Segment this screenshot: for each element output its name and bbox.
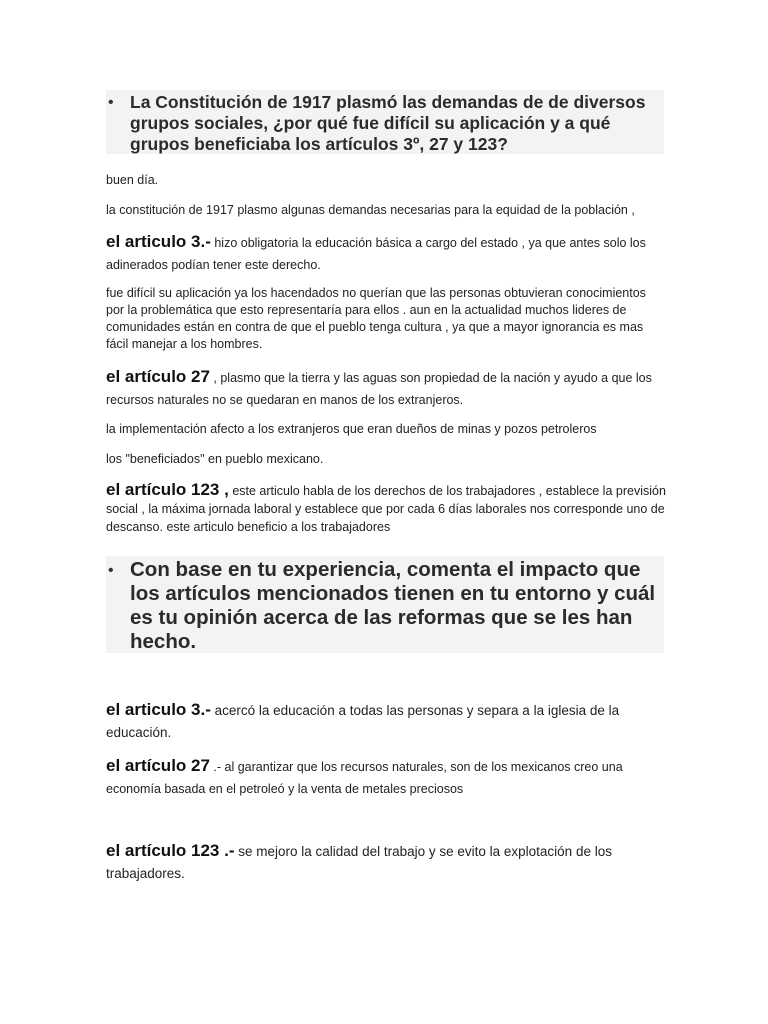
article-123-text: este articulo habla de los derechos de los trabajadores , establece la previsión social , la máxima jornada laboral y establece que por cada 6 días laborales nos corresponde uno de descanso. este articulo beneficio a los trabajadores (106, 484, 666, 534)
article-3-paragraph (106, 231, 666, 276)
greeting: buen día. (106, 173, 159, 187)
reflection-article-3-heading: el articulo 3.- (106, 700, 211, 719)
question-2-text: Con base en tu experiencia, comenta el impacto que los artículos mencionados tienen en tu entorno y cuál es tu opinión acerca de las reformas que se les han hecho. (130, 558, 656, 653)
implementation-paragraph: la implementación afecto a los extranjeros que eran dueños de minas y pozos petroleros (106, 422, 597, 436)
article-27-paragraph (106, 366, 666, 411)
reflection-article-27-heading: el artículo 27 (106, 756, 210, 775)
article-27-heading: el artículo 27 (106, 367, 210, 386)
bullet-icon: • (108, 562, 114, 579)
reflection-article-123-text: se mejoro la calidad del trabajo y se evito la explotación de los trabajadores. (106, 844, 612, 881)
intro-paragraph: la constitución de 1917 plasmo algunas demandas necesarias para la equidad de la población , (106, 203, 635, 217)
bullet-icon: • (108, 94, 114, 111)
difficulty-paragraph: fue difícil su aplicación ya los hacendados no querían que las personas obtuvieran conocimientos por la problemática que esto representaría para ellos . aun en la actualidad muchos lideres de comunidades están en contra de que el pueblo tenga cultura , ya que a mayor ignorancia es mas fácil manejar a los hombres. (106, 286, 646, 351)
question-1-text: La Constitución de 1917 plasmó las demandas de de diversos grupos sociales, ¿por qué fue difícil su aplicación y a qué grupos beneficiaba los artículos 3º, 27 y 123? (130, 92, 646, 154)
reflection-article-3-paragraph (106, 699, 666, 744)
question-2-box (106, 556, 664, 653)
article-3-heading: el articulo 3.- (106, 232, 211, 251)
article-123-heading: el artículo 123 , (106, 480, 229, 499)
reflection-article-123-paragraph (106, 840, 666, 885)
reflection-article-123-heading: el artículo 123 .- (106, 841, 235, 860)
reflection-article-3-text: acercó la educación a todas las personas y separa a la iglesia de la educación. (106, 703, 620, 740)
article-3-text: hizo obligatoria la educación básica a cargo del estado , ya que antes solo los adinerados podían tener este derecho. (106, 236, 646, 272)
article-123-paragraph (106, 481, 666, 536)
beneficiados-paragraph: los "beneficiados" en pueblo mexicano. (106, 452, 324, 466)
article-27-text: , plasmo que la tierra y las aguas son propiedad de la nación y ayudo a que los recursos naturales no se quedaran en manos de los extranjeros. (106, 371, 652, 407)
reflection-article-27-text: .- al garantizar que los recursos naturales, son de los mexicanos creo una economía basada en el petroleó y la venta de metales preciosos (106, 760, 623, 796)
question-1-box (106, 90, 664, 154)
reflection-article-27-paragraph (106, 755, 666, 800)
